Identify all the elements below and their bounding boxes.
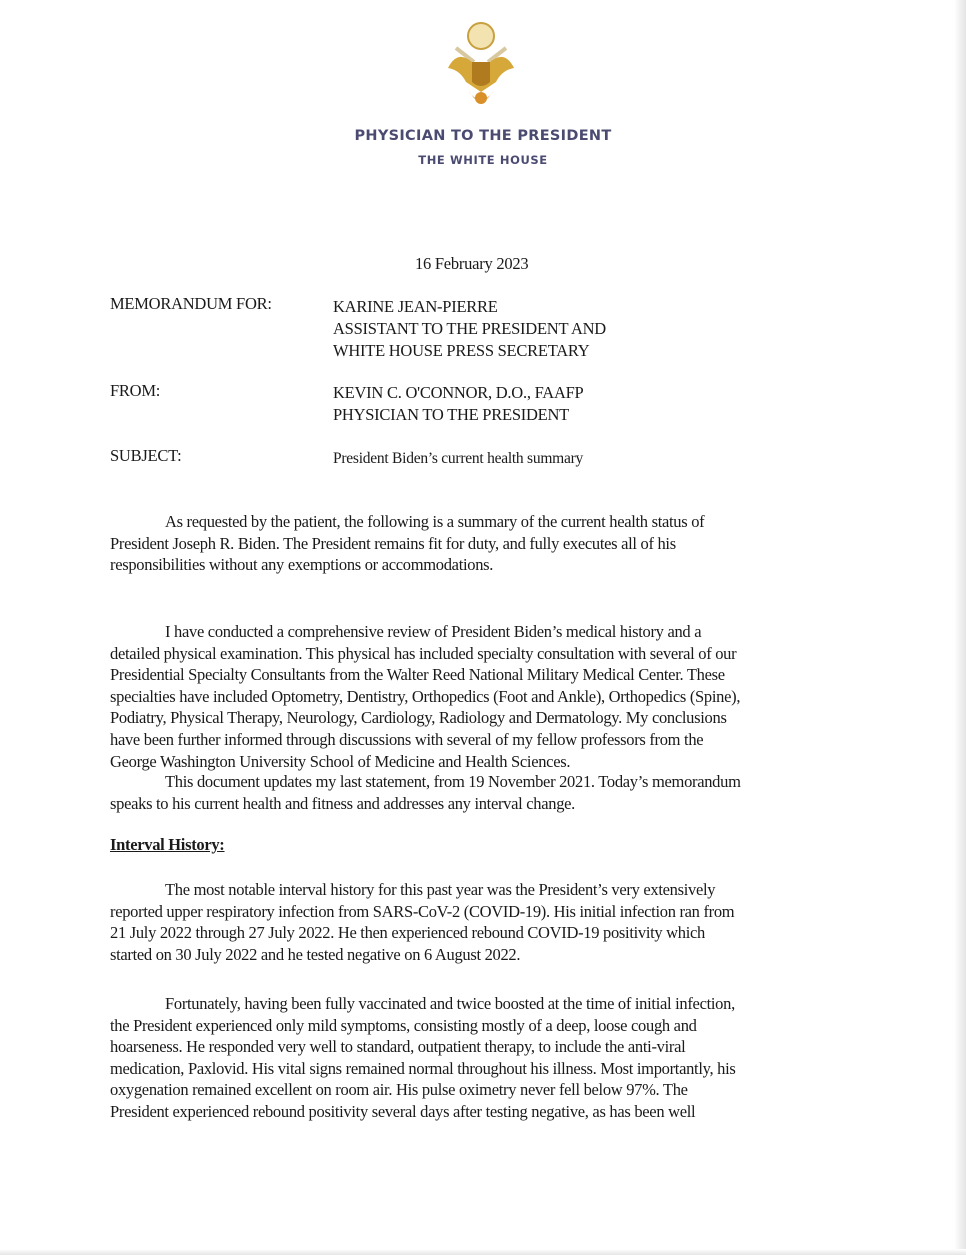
memo-subject-label: SUBJECT: (110, 446, 182, 465)
paragraph-review (110, 621, 740, 772)
page-edge-shadow-bottom (0, 1249, 966, 1255)
memo-date: 16 February 2023 (415, 254, 529, 273)
text-line: specialties have included Optometry, Dentistry, Orthopedics (Foot and Ankle), Orthopedics (Spine), (110, 686, 741, 706)
text-line: President Joseph R. Biden. The President remains fit for duty, and fully executes all of his (110, 533, 676, 553)
text-line: Fortunately, having been fully vaccinated and twice boosted at the time of initial infection, (165, 994, 735, 1013)
text-line: This document updates my last statement, from 19 November 2021. Today’s memorandum (165, 772, 741, 791)
letterhead-title: PHYSICIAN TO THE PRESIDENT (354, 128, 612, 144)
text-line: started on 30 July 2022 and he tested negative on 6 August 2022. (110, 944, 521, 964)
text-line: hoarseness. He responded very well to standard, outpatient therapy, to include the anti-viral (110, 1037, 686, 1057)
text-line: President experienced rebound positivity several days after testing negative, as has been well (110, 1101, 696, 1121)
text-line: speaks to his current health and fitness and addresses any interval change. (110, 793, 576, 813)
memo-from-label: FROM: (110, 381, 161, 400)
text-line: Podiatry, Physical Therapy, Neurology, Cardiology, Radiology and Dermatology. My conclusions (110, 708, 727, 728)
memo-for-label: MEMORANDUM FOR: (110, 294, 272, 313)
text-line: detailed physical examination. This physical has included specialty consultation with several of our (110, 643, 737, 663)
paragraph-symptoms (110, 993, 736, 1123)
section-heading-interval-history: Interval History: (110, 835, 225, 854)
text-line: oxygenation remained excellent on room air. His pulse oximetry never fell below 97%. The (110, 1080, 688, 1100)
text-line: the President experienced only mild symptoms, consisting mostly of a deep, loose cough and (110, 1015, 697, 1035)
text-line: George Washington University School of Medicine and Health Sciences. (110, 751, 571, 771)
text-line: have been further informed through discussions with several of my fellow professors from the (110, 729, 704, 749)
text-line: responsibilities without any exemptions or accommodations. (110, 555, 494, 575)
memo-subject: President Biden’s current health summary (333, 450, 583, 467)
paragraph-intro (110, 511, 704, 576)
memo-for-line: KARINE JEAN-PIERRE (333, 297, 498, 316)
text-line: The most notable interval history for this past year was the President’s very extensively (165, 880, 716, 899)
text-line: reported upper respiratory infection from SARS-CoV-2 (COVID-19). His initial infection ran from (110, 901, 735, 921)
memo-from-line: KEVIN C. O'CONNOR, D.O., FAAFP (333, 383, 584, 402)
paragraph-covid (110, 879, 734, 965)
text-line: As requested by the patient, the following is a summary of the current health status of (165, 512, 705, 531)
text-line: Presidential Specialty Consultants from the Walter Reed National Military Medical Center. These (110, 665, 725, 685)
text-line: medication, Paxlovid. His vital signs remained normal throughout his illness. Most importantly, his (110, 1058, 736, 1078)
text-line: I have conducted a comprehensive review of President Biden’s medical history and a (165, 622, 702, 641)
text-line: 21 July 2022 through 27 July 2022. He then experienced rebound COVID-19 positivity which (110, 923, 706, 943)
letterhead-subtitle: THE WHITE HOUSE (418, 153, 548, 167)
page-edge-shadow (954, 0, 966, 1255)
presidential-seal-icon (436, 18, 526, 112)
paragraph-update (110, 771, 741, 814)
memo-for-line: WHITE HOUSE PRESS SECRETARY (333, 341, 590, 360)
memo-from-line: PHYSICIAN TO THE PRESIDENT (333, 405, 569, 424)
memo-for-line: ASSISTANT TO THE PRESIDENT AND (333, 319, 606, 338)
